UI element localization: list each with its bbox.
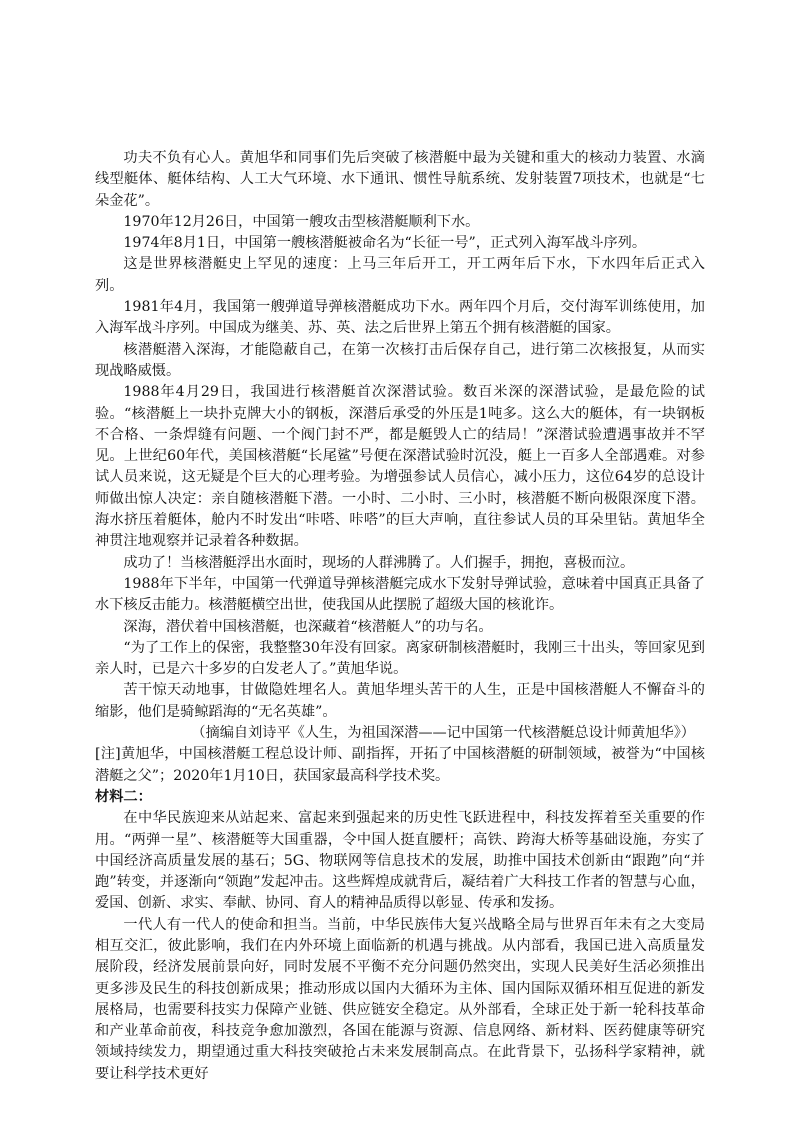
- paragraph: 1974年8月1日，中国第一艘核潜艇被命名为“长征一号”，正式列入海军战斗序列。: [123, 235, 647, 252]
- section-heading: 材料二：: [95, 788, 152, 805]
- source-citation: （摘编自刘诗平《人生，为祖国深潜——记中国第一代核潜艇总设计师黄旭华》）: [191, 725, 695, 742]
- paragraph: 1981年4月，我国第一艘弹道导弹核潜艇成功下水。两年四个月后，交付海军训练使用，加入海军战斗序列。中国成为继美、苏、英、法之后世界上第五个拥有核潜艇的国家。: [95, 299, 705, 337]
- paragraph: 一代人有一代人的使命和担当。当前，中华民族伟大复兴战略全局与世界百年未有之大变局相互交汇，彼此影响，我们在内外环境上面临新的机遇与挑战。从内部看，我国已进入高质量发展阶段，经济发展前景向好，同时发展不平衡不充分问题仍然突出，实现人民美好生活必须推出更多涉及民生的科技创新成果；推动形成以国内大循环为主体、国内国际双循环相互促进的新发展格局，也需要科技实力保障产业链、供应链安全稳定。从外部看，全球正处于新一轮科技革命和产业革命前夜，科技竞争愈加激烈，各国在能源与资源、信息网络、新材料、医药健康等研究领域持续发力，期望通过重大科技突破抢占未来发展制高点。在此背景下，弘扬科学家精神，就要让科学技术更好: [95, 916, 705, 1082]
- paragraph: 1988年4月29日，我国进行核潜艇首次深潜试验。数百米深的深潜试验，是最危险的试验。“核潜艇上一块扑克牌大小的钢板，深潜后承受的外压是1吨多。这么大的艇体，有一块钢板不合格、一条焊缝有问题、一个阀门封不严，都是艇毁人亡的结局！”深潜试验遭遇事故并不罕见。上世纪60年代，美国核潜艇“长尾鲨”号便在深潜试验时沉没，艇上一百多人全部遇难。对参试人员来说，这无疑是个巨大的心理考验。为增强参试人员信心，减小压力，这位64岁的总设计师做出惊人决定：亲自随核潜艇下潜。一小时、二小时、三小时，核潜艇不断向极限深度下潜。海水挤压着艇体，舱内不时发出“咔嗒、咔嗒”的巨大声响，直往参试人员的耳朵里钻。黄旭华全神贯注地观察并记录着各种数据。: [95, 384, 705, 550]
- document-page: [95, 148, 705, 1085]
- paragraph: 苦干惊天动地事，甘做隐姓埋名人。黄旭华埋头苦干的人生，正是中国核潜艇人不懈奋斗的缩影，他们是骑鲸蹈海的“无名英雄”。: [95, 682, 705, 720]
- paragraph: 深海，潜伏着中国核潜艇，也深藏着“核潜艇人”的功与名。: [123, 618, 493, 635]
- paragraph: 核潜艇潜入深海，才能隐蔽自己，在第一次核打击后保存自己，进行第二次核报复，从而实现战略威慑。: [95, 341, 705, 379]
- paragraph: 1970年12月26日，中国第一艘攻击型核潜艇顺利下水。: [123, 213, 480, 230]
- paragraph: 这是世界核潜艇史上罕见的速度：上马三年后开工，开工两年后下水，下水四年后正式入列。: [95, 256, 705, 294]
- footnote: [注]黄旭华，中国核潜艇工程总设计师、副指挥，开拓了中国核潜艇的研制领域，被誉为“中国核潜艇之父”；2020年1月10日，获国家最高科学技术奖。: [95, 746, 705, 784]
- paragraph: 1988年下半年，中国第一代弹道导弹核潜艇完成水下发射导弹试验，意味着中国真正具备了水下核反击能力。核潜艇横空出世，使我国从此摆脱了超级大国的核讹诈。: [95, 575, 705, 614]
- paragraph: 在中华民族迎来从站起来、富起来到强起来的历史性飞跃进程中，科技发挥着至关重要的作用。“两弹一星”、核潜艇等大国重器，令中国人挺直腰杆；高铁、跨海大桥等基础设施，夯实了中国经济高质量发展的基石；5G、物联网等信息技术的发展，助推中国技术创新由“跟跑”向“并跑”转变，并逐渐向“领跑”发起冲击。这些辉煌成就背后，凝结着广大科技工作者的智慧与心血，爱国、创新、求实、奉献、协同、育人的精神品质得以彰显、传承和发扬。: [95, 810, 705, 912]
- paragraph: 功夫不负有心人。黄旭华和同事们先后突破了核潜艇中最为关键和重大的核动力装置、水滴线型艇体、艇体结构、人工大气环境、水下通讯、惯性导航系统、发射装置7项技术，也就是“七朵金花”。: [95, 150, 705, 209]
- paragraph: 成功了！当核潜艇浮出水面时，现场的人群沸腾了。人们握手，拥抱，喜极而泣。: [123, 554, 635, 571]
- paragraph: “为了工作上的保密，我整整30年没有回家。离家研制核潜艇时，我刚三十出头，等回家见到亲人时，已是六十多岁的白发老人了。”黄旭华说。: [95, 639, 705, 678]
